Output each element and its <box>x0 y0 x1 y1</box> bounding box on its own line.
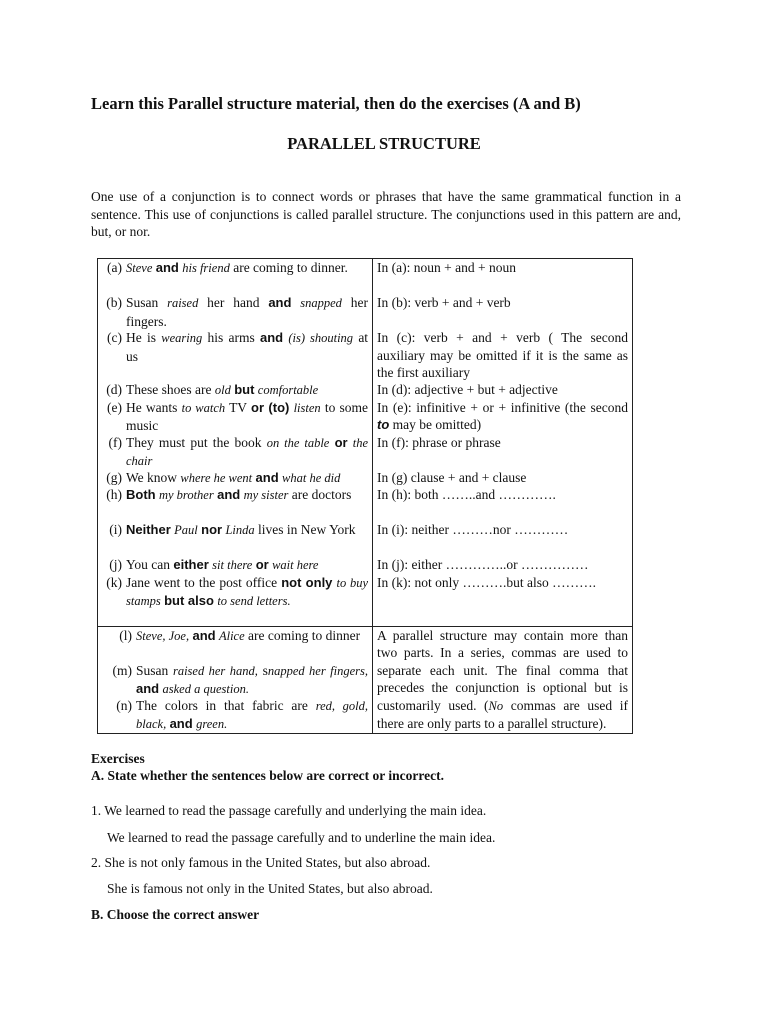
parallel-structure-table <box>97 258 633 734</box>
page-title: PARALLEL STRUCTURE <box>287 134 481 153</box>
example-l: (l) Steve, Joe, and Alice are coming to dinner <box>119 627 361 643</box>
explanation-d: In (d): adjective + but + adjective <box>377 382 558 397</box>
explanation-series: A parallel structure may contain more than two parts. In a series, commas are used to separate each unit. The final comma that precedes the conjunction is optional but is customarily used. (No commas are used if there are only parts to a parallel structure). <box>377 627 628 731</box>
exercise-b-heading: B. Choose the correct answer <box>91 907 260 922</box>
exercise-item-1: 1. We learned to read the passage carefully and underlying the main idea. <box>91 803 487 818</box>
example-c: (c) He is wearing his arms and (is) shouting at us <box>107 330 369 364</box>
explanation-k: In (k): not only ……….but also ………. <box>377 574 596 590</box>
example-e: (e) He wants to watch TV or (to) listen to some music <box>107 399 369 433</box>
exercise-item-1b: We learned to read the passage carefully and to underline the main idea. <box>107 830 496 845</box>
explanation-j: In (j): either …………..or …………… <box>377 557 589 572</box>
example-k: (k) Jane went to the post office not only to buy stamps but also to send letters. <box>106 574 369 608</box>
explanation-i: In (i): neither ………nor ………… <box>377 522 569 537</box>
example-g: (g) We know where he went and what he did <box>106 469 341 485</box>
explanation-g: In (g) clause + and + clause <box>377 469 527 485</box>
series-examples-cell <box>98 626 373 733</box>
exercise-a-heading: A. State whether the sentences below are correct or incorrect. <box>91 768 445 783</box>
example-h: (h) Both my brother and my sister are doctors <box>106 487 352 502</box>
examples-cell <box>98 259 373 627</box>
table-row-block-1 <box>98 259 633 627</box>
example-d: (d) These shoes are old but comfortable <box>106 382 319 397</box>
explanation-f: In (f): phrase or phrase <box>377 434 501 450</box>
example-n: (n) The colors in that fabric are red, gold, black, and green. <box>116 697 368 731</box>
explanation-e: In (e): infinitive + or + infinitive (the second to may be omitted) <box>377 399 628 432</box>
explanations-cell <box>373 259 633 627</box>
example-a: (a) Steve and his friend are coming to dinner. <box>107 260 348 275</box>
page-heading: Learn this Parallel structure material, then do the exercises (A and B) <box>91 94 581 113</box>
explanation-a: In (a): noun + and + noun <box>377 260 516 275</box>
exercise-item-2: 2. She is not only famous in the United States, but also abroad. <box>91 855 431 870</box>
example-b: (b) Susan raised her hand and snapped her fingers. <box>106 295 369 329</box>
series-explanation-cell <box>373 626 633 733</box>
explanation-h: In (h): both ……..and …………. <box>377 487 556 502</box>
example-j: (j) You can either sit there or wait here <box>109 557 319 572</box>
table-row-block-2 <box>98 626 633 733</box>
explanation-c: In (c): verb + and + verb ( The second auxiliary may be omitted if it is the same as the first auxiliary <box>377 330 628 380</box>
example-m: (m) Susan raised her hand, snapped her fingers, and asked a question. <box>112 662 369 696</box>
example-i: (i) Neither Paul nor Linda lives in New York <box>109 522 356 537</box>
example-f: (f) They must put the book on the table or the chair <box>108 434 369 468</box>
intro-paragraph: One use of a conjunction is to connect words or phrases that have the same grammatical function in a sentence. This use of conjunctions is called parallel structure. The conjunctions used in this pattern are and, but, or nor. <box>91 189 681 239</box>
exercise-item-2b: She is famous not only in the United States, but also abroad. <box>107 881 433 896</box>
exercises-heading: Exercises <box>91 751 145 766</box>
explanation-b: In (b): verb + and + verb <box>377 295 511 310</box>
